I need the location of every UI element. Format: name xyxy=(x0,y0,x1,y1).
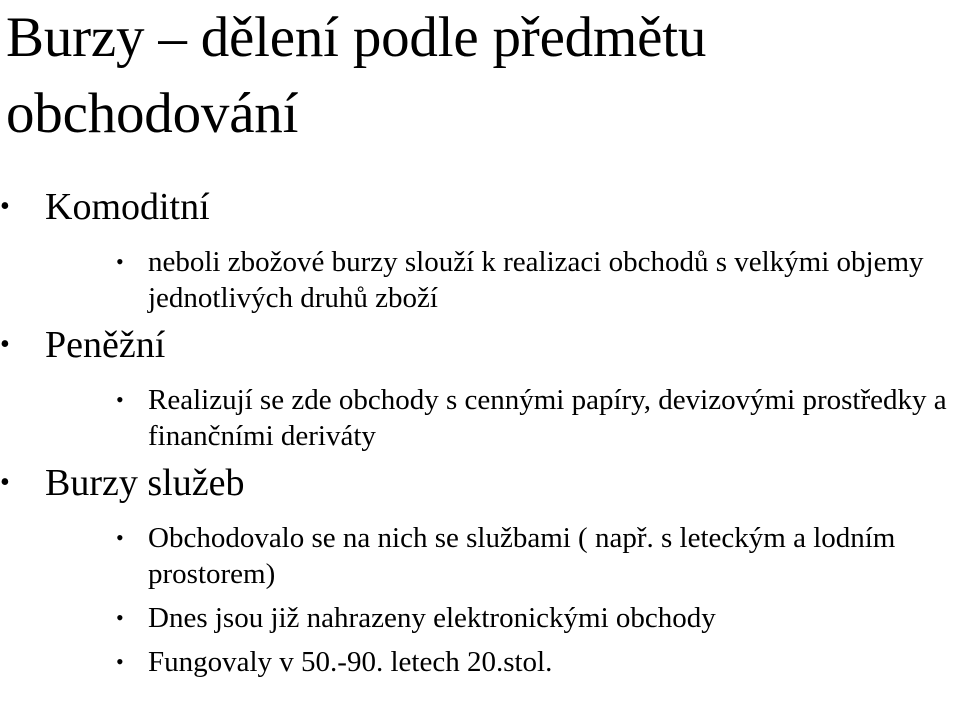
sub-bullet-icon: • xyxy=(116,525,124,550)
bullet-label: Komoditní xyxy=(45,186,210,228)
bullet-item-komoditni xyxy=(0,182,960,232)
bullet-list xyxy=(0,182,960,680)
bullet-icon: • xyxy=(0,191,10,222)
sub-bullet-icon: • xyxy=(116,387,124,412)
sub-bullet-item xyxy=(116,244,960,316)
sub-bullet-text: neboli zbožové burzy slouží k realizaci obchodů s velkými objemy jednotlivých druhů zboží xyxy=(148,246,924,314)
sub-bullet-list xyxy=(0,244,960,316)
sub-bullet-text: Realizují se zde obchody s cennými papíry, devizovými prostředky a finančními deriváty xyxy=(148,384,947,452)
sub-bullet-icon: • xyxy=(116,605,124,630)
bullet-group-burzy-sluzeb xyxy=(0,458,960,680)
sub-bullet-icon: • xyxy=(116,249,124,274)
sub-bullet-item xyxy=(116,382,960,454)
bullet-label: Burzy služeb xyxy=(45,462,245,504)
sub-bullet-list xyxy=(0,520,960,680)
bullet-icon: • xyxy=(0,467,10,498)
sub-bullet-list xyxy=(0,382,960,454)
sub-bullet-text: Dnes jsou již nahrazeny elektronickými obchody xyxy=(148,602,716,634)
slide-title: Burzy – dělení podle předmětu obchodování xyxy=(6,6,707,145)
bullet-group-komoditni xyxy=(0,182,960,316)
sub-bullet-icon: • xyxy=(116,649,124,674)
sub-bullet-text: Obchodovalo se na nich se službami ( např. s leteckým a lodním prostorem) xyxy=(148,522,896,590)
sub-bullet-text: Fungovaly v 50.-90. letech 20.stol. xyxy=(148,646,553,678)
bullet-label: Peněžní xyxy=(45,324,166,366)
bullet-group-penezni xyxy=(0,320,960,454)
sub-bullet-item xyxy=(116,520,960,592)
sub-bullet-item xyxy=(116,644,960,680)
bullet-icon: • xyxy=(0,329,10,360)
bullet-item-burzy-sluzeb xyxy=(0,458,960,508)
sub-bullet-item xyxy=(116,600,960,636)
bullet-item-penezni xyxy=(0,320,960,370)
